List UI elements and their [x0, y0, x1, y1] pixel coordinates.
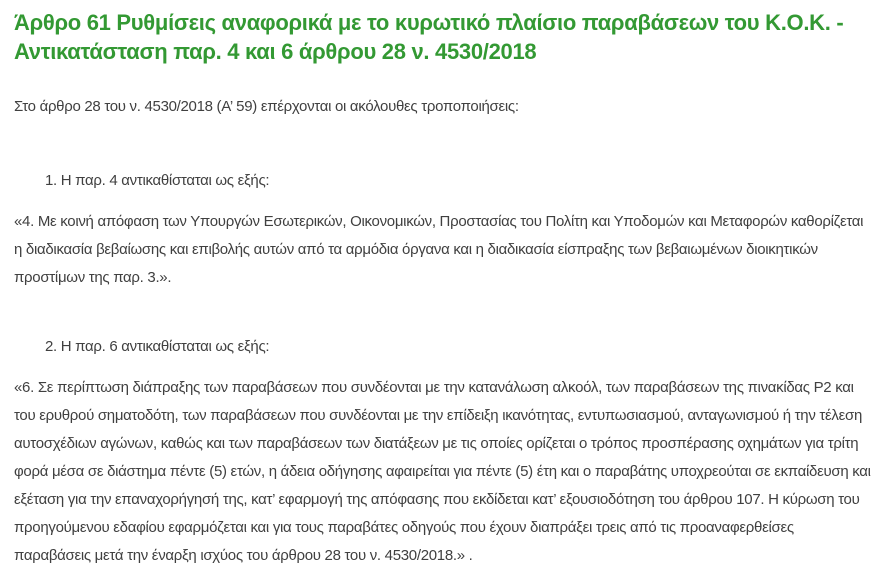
page-title: Άρθρο 61 Ρυθμίσεις αναφορικά με το κυρωτικό πλαίσιο παραβάσεων του Κ.Ο.Κ. - Αντικατάσταση παρ. 4 και 6 άρθρου 28 ν. 4530/2018 [14, 10, 844, 64]
section-2-label: 2. Η παρ. 6 αντικαθίσταται ως εξής: [45, 338, 270, 355]
section-1-label: 1. Η παρ. 4 αντικαθίσταται ως εξής: [45, 172, 270, 189]
intro-paragraph: Στο άρθρο 28 του ν. 4530/2018 (Α’ 59) επέρχονται οι ακόλουθες τροποποιήσεις: [14, 98, 519, 115]
section-1-quote: «4. Με κοινή απόφαση των Υπουργών Εσωτερικών, Οικονομικών, Προστασίας του Πολίτη και Υποδομών και Μεταφορών καθορίζεται η διαδικασία βεβαίωσης και επιβολής αυτών από τα αρμόδια όργανα και η διαδικασία είσπραξης των βεβαιωμένων διοικητικών προστίμων της παρ. 3.». [14, 213, 864, 286]
section-2-quote: «6. Σε περίπτωση διάπραξης των παραβάσεων που συνδέονται με την κατανάλωση αλκοόλ, των παραβάσεων της πινακίδας Ρ2 και του ερυθρού σηματοδότη, των παραβάσεων που συνδέονται με την επίδειξη ικανότητας, εντυπωσιασμού, ανταγωνισμού ή την τέλεση αυτοσχέδιων αγώνων, καθώς και των παραβάσεων των διατάξεων με τις οποίες ορίζεται ο τρόπος προσπέρασης οχημάτων για τρίτη φορά μέσα σε διάστημα πέντε (5) ετών, η άδεια οδήγησης αφαιρείται για πέντε (5) έτη και ο παραβάτης υποχρεούται σε εκπαίδευση και εξέταση για την επαναχορήγησή της, κατ’ εφαρμογή της απόφασης που εκδίδεται κατ’ εξουσιοδότηση του άρθρου 107. Η κύρωση του προηγούμενου εδαφίου εφαρμόζεται και για τους παραβάτες οδηγούς που έχουν διαπράξει τρεις από τις προαναφερθείσες παραβάσεις μετά την έναρξη ισχύος του άρθρου 28 του ν. 4530/2018.» . [14, 379, 871, 564]
